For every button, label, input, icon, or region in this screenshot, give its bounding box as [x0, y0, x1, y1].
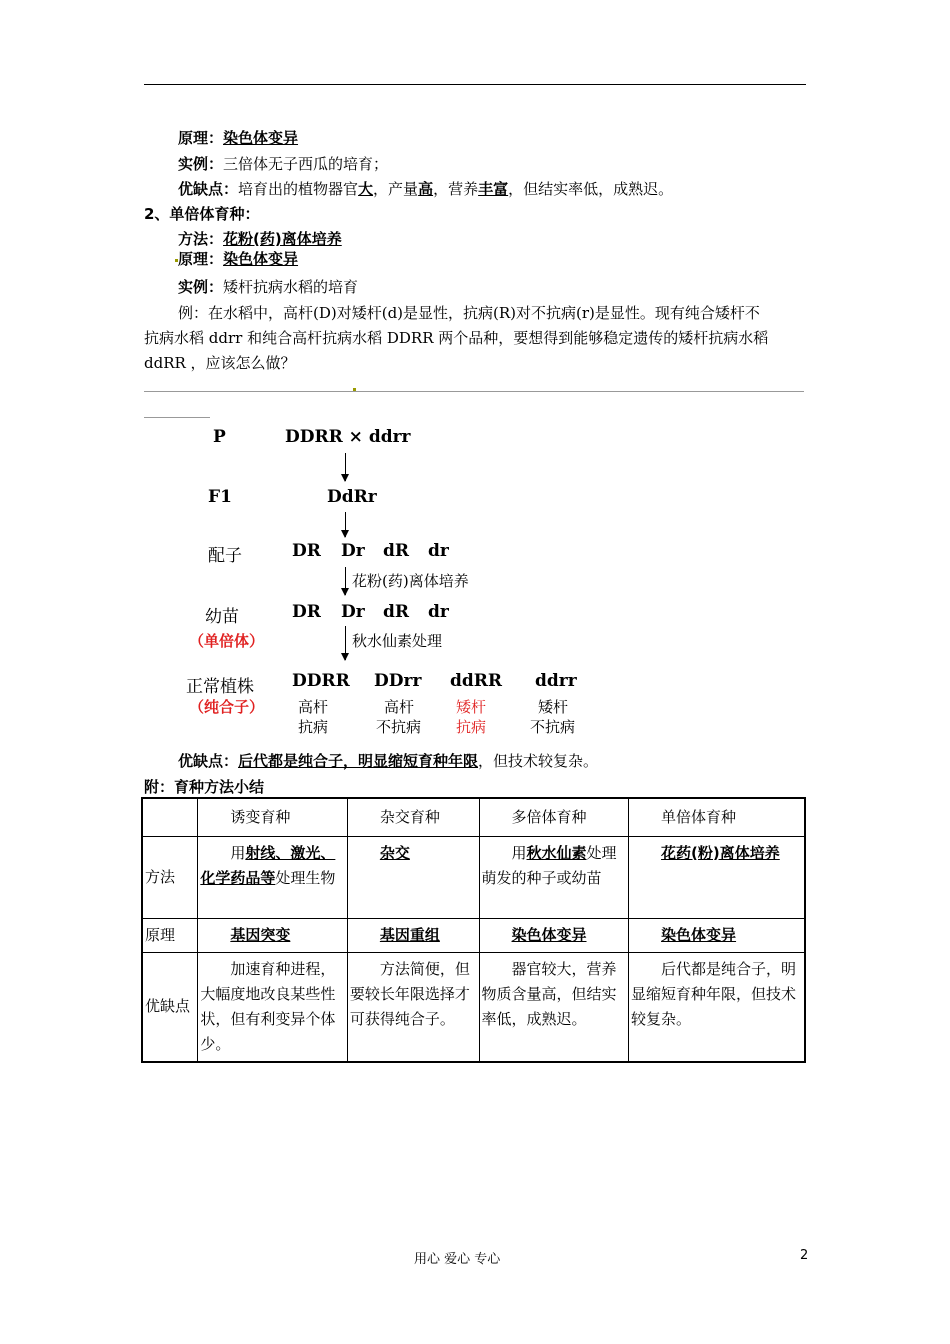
arrow-down	[345, 567, 346, 595]
seedling-dr1: DR	[292, 602, 321, 622]
plant-label: 正常植株	[186, 677, 254, 697]
row-label: 优缺点	[142, 952, 198, 1062]
arrow-down	[345, 453, 346, 481]
example-line-2: 实例：矮杆抗病水稻的培育	[178, 278, 359, 296]
table-cell: 杂交	[347, 836, 479, 918]
table-cell: 基因重组	[347, 918, 479, 952]
step-anther-culture: 花粉(药)离体培养	[352, 572, 469, 590]
seedling-dr4: dr	[428, 602, 449, 622]
trait: 抗病	[298, 718, 329, 736]
gamete-dr2: Dr	[341, 541, 365, 561]
gamete-label: 配子	[208, 546, 242, 566]
table-cell: 器官较大，营养物质含量高，但结实率低，成熟迟。	[479, 952, 629, 1062]
offspring-ddrr-genotype: DDRR	[292, 671, 350, 691]
p-cross: DDRR × ddrr	[285, 427, 411, 447]
arrow-down	[345, 626, 346, 660]
page-number: 2	[800, 1248, 809, 1263]
example-line: 实例：三倍体无子西瓜的培育；	[178, 155, 389, 173]
trait: 高杆	[384, 698, 415, 716]
answer-line-1	[144, 391, 804, 392]
table-row-method	[142, 836, 805, 918]
trait: 不抗病	[376, 718, 422, 736]
table-cell: 方法简便，但要较长年限选择才可获得纯合子。	[347, 952, 479, 1062]
f1-genotype: DdRr	[327, 487, 377, 507]
table-row-pros	[142, 952, 805, 1062]
p-label: P	[213, 427, 226, 447]
appendix-title: 附：育种方法小结	[144, 778, 265, 796]
offspring-ddrr4-genotype: ddrr	[535, 671, 577, 691]
row-label: 原理	[142, 918, 198, 952]
table-cell: 花药(粉)离体培养	[629, 836, 805, 918]
table-cell: 用秋水仙素处理萌发的种子或幼苗	[479, 836, 629, 918]
seedling-dr3: dR	[383, 602, 410, 622]
header-rule	[144, 84, 806, 85]
table-cell: 后代都是纯合子，明显缩短育种年限，但技术较复杂。	[629, 952, 805, 1062]
gamete-dr3: dR	[383, 541, 410, 561]
table-cell: 加速育种进程，大幅度地改良某些性状，但有利变异个体少。	[198, 952, 348, 1062]
question-line-1: 例：在水稻中，高杆(D)对矮杆(d)是显性，抗病(R)对不抗病(r)是显性。现有纯合矮杆不	[178, 304, 760, 322]
homozygote-label: （纯合子）	[189, 698, 265, 716]
trait: 不抗病	[530, 718, 576, 736]
pros-cons-line: 优缺点：培育出的植物器官大，产量高，营养丰富，但结实率低，成熟迟。	[178, 180, 674, 198]
haploid-label: （单倍体）	[189, 632, 265, 650]
marker-dot	[353, 388, 356, 391]
gamete-dr1: DR	[292, 541, 321, 561]
trait-target: 抗病	[456, 718, 487, 736]
table-row-principle	[142, 918, 805, 952]
pros-cons-line-2: 优缺点：后代都是纯合子，明显缩短育种年限，但技术较复杂。	[178, 752, 599, 770]
table-header-row	[142, 798, 805, 836]
table-header: 单倍体育种	[629, 798, 805, 836]
trait-target: 矮杆	[456, 698, 487, 716]
table-cell: 染色体变异	[629, 918, 805, 952]
question-line-2: 抗病水稻 ddrr 和纯合高杆抗病水稻 DDRR 两个品种，要想得到能够稳定遗传的矮杆抗病水稻	[144, 329, 769, 347]
table-cell: 基因突变	[198, 918, 348, 952]
trait: 矮杆	[538, 698, 569, 716]
principle-line: 原理：染色体变异	[178, 129, 299, 147]
table-header: 杂交育种	[347, 798, 479, 836]
section-heading: 2、单倍体育种：	[144, 205, 260, 223]
seedling-label: 幼苗	[205, 607, 239, 627]
principle-line-2: 原理：染色体变异	[178, 250, 299, 268]
seedling-dr2: Dr	[341, 602, 365, 622]
step-colchicine: 秋水仙素处理	[352, 632, 443, 650]
question-line-3: ddRR ，应该怎么做？	[144, 354, 296, 372]
breeding-summary-table	[141, 797, 806, 1063]
table-corner	[142, 798, 198, 836]
offspring-ddrr3-genotype: ddRR	[450, 671, 503, 691]
arrow-down	[345, 512, 346, 537]
row-label: 方法	[142, 836, 198, 918]
offspring-ddrr2-genotype: DDrr	[374, 671, 422, 691]
method-line: 方法：花粉(药)离体培养	[178, 230, 342, 248]
table-cell: 染色体变异	[479, 918, 629, 952]
footer-text: 用心 爱心 专心	[414, 1252, 501, 1267]
answer-line-2	[144, 417, 210, 418]
table-header: 多倍体育种	[479, 798, 629, 836]
trait: 高杆	[298, 698, 329, 716]
gamete-dr4: dr	[428, 541, 449, 561]
table-header: 诱变育种	[198, 798, 348, 836]
f1-label: F1	[208, 487, 232, 507]
table-cell: 用射线、激光、化学药品等处理生物	[198, 836, 348, 918]
